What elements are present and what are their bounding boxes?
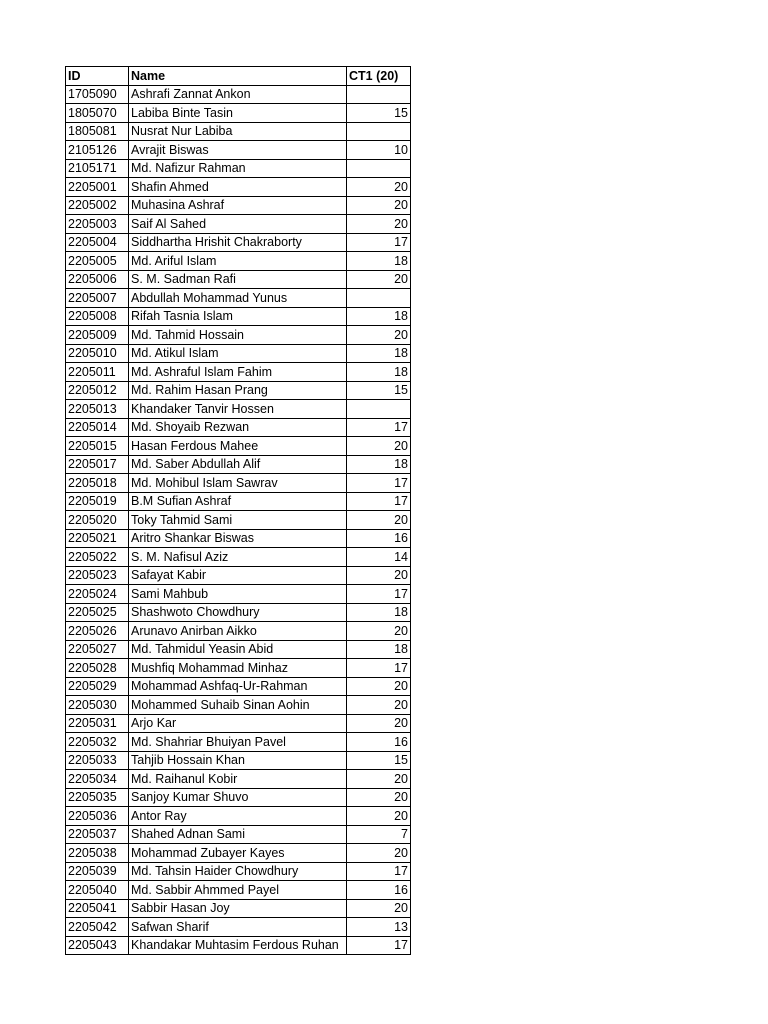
table-row — [66, 696, 411, 715]
ct1-score-cell: 7 — [347, 825, 411, 844]
table-row — [66, 511, 411, 530]
student-id-cell: 2205034 — [66, 770, 129, 789]
student-id-cell: 2205031 — [66, 714, 129, 733]
student-id-cell: 2205041 — [66, 899, 129, 918]
student-id-cell: 1805081 — [66, 122, 129, 141]
student-name-cell: Shashwoto Chowdhury — [129, 603, 347, 622]
ct1-score-cell: 20 — [347, 196, 411, 215]
table-row — [66, 363, 411, 382]
student-name-cell: Md. Mohibul Islam Sawrav — [129, 474, 347, 493]
ct1-score-cell: 17 — [347, 418, 411, 437]
ct1-score-cell: 16 — [347, 529, 411, 548]
score-column-header: CT1 (20) — [347, 67, 411, 86]
ct1-score-cell: 18 — [347, 363, 411, 382]
student-id-cell: 2205013 — [66, 400, 129, 419]
student-id-cell: 2205002 — [66, 196, 129, 215]
table-row — [66, 492, 411, 511]
student-id-cell: 1805070 — [66, 104, 129, 123]
student-name-cell: B.M Sufian Ashraf — [129, 492, 347, 511]
table-row — [66, 862, 411, 881]
student-name-cell: Sanjoy Kumar Shuvo — [129, 788, 347, 807]
table-row — [66, 899, 411, 918]
ct1-score-cell: 17 — [347, 492, 411, 511]
student-name-cell: Md. Tahsin Haider Chowdhury — [129, 862, 347, 881]
student-name-cell: Md. Rahim Hasan Prang — [129, 381, 347, 400]
header-row — [66, 67, 411, 86]
student-name-cell: Labiba Binte Tasin — [129, 104, 347, 123]
student-name-cell: Khandakar Muhtasim Ferdous Ruhan — [129, 936, 347, 955]
student-id-cell: 2205011 — [66, 363, 129, 382]
table-row — [66, 566, 411, 585]
student-name-cell: Md. Shoyaib Rezwan — [129, 418, 347, 437]
table-row — [66, 677, 411, 696]
table-row — [66, 936, 411, 955]
student-id-cell: 2205010 — [66, 344, 129, 363]
student-name-cell: Muhasina Ashraf — [129, 196, 347, 215]
student-name-cell: Aritro Shankar Biswas — [129, 529, 347, 548]
ct1-score-cell: 20 — [347, 215, 411, 234]
ct1-score-cell: 15 — [347, 751, 411, 770]
student-name-cell: Mohammed Suhaib Sinan Aohin — [129, 696, 347, 715]
student-name-cell: Md. Saber Abdullah Alif — [129, 455, 347, 474]
ct1-score-cell: 20 — [347, 437, 411, 456]
student-id-cell: 2205027 — [66, 640, 129, 659]
student-id-cell: 2205039 — [66, 862, 129, 881]
student-name-cell: Md. Ariful Islam — [129, 252, 347, 271]
ct1-score-cell: 10 — [347, 141, 411, 160]
ct1-score-cell: 20 — [347, 844, 411, 863]
name-column-header: Name — [129, 67, 347, 86]
table-row — [66, 844, 411, 863]
table-row — [66, 289, 411, 308]
ct1-score-cell: 20 — [347, 511, 411, 530]
ct1-score-cell: 18 — [347, 307, 411, 326]
student-name-cell: Md. Shahriar Bhuiyan Pavel — [129, 733, 347, 752]
table-row — [66, 122, 411, 141]
student-id-cell: 2205007 — [66, 289, 129, 308]
student-id-cell: 2205012 — [66, 381, 129, 400]
ct1-score-cell — [347, 122, 411, 141]
table-row — [66, 751, 411, 770]
student-id-cell: 2205008 — [66, 307, 129, 326]
student-id-cell: 2205040 — [66, 881, 129, 900]
student-name-cell: Hasan Ferdous Mahee — [129, 437, 347, 456]
marks-sheet — [65, 66, 411, 955]
table-body — [66, 85, 411, 955]
student-id-cell: 2205025 — [66, 603, 129, 622]
student-name-cell: Md. Sabbir Ahmmed Payel — [129, 881, 347, 900]
student-id-cell: 2205036 — [66, 807, 129, 826]
student-name-cell: Siddhartha Hrishit Chakraborty — [129, 233, 347, 252]
table-row — [66, 196, 411, 215]
student-name-cell: Mohammad Zubayer Kayes — [129, 844, 347, 863]
table-row — [66, 85, 411, 104]
table-row — [66, 252, 411, 271]
student-name-cell: Mushfiq Mohammad Minhaz — [129, 659, 347, 678]
student-id-cell: 2205038 — [66, 844, 129, 863]
student-id-cell: 2205015 — [66, 437, 129, 456]
student-id-cell: 1705090 — [66, 85, 129, 104]
ct1-score-cell: 16 — [347, 881, 411, 900]
ct1-score-cell: 17 — [347, 936, 411, 955]
student-name-cell: Shafin Ahmed — [129, 178, 347, 197]
table-row — [66, 622, 411, 641]
ct1-score-cell: 20 — [347, 807, 411, 826]
table-row — [66, 788, 411, 807]
table-row — [66, 733, 411, 752]
table-row — [66, 659, 411, 678]
ct1-score-cell — [347, 289, 411, 308]
ct1-score-cell: 18 — [347, 252, 411, 271]
student-name-cell: Antor Ray — [129, 807, 347, 826]
ct1-score-cell: 20 — [347, 270, 411, 289]
student-id-cell: 2105126 — [66, 141, 129, 160]
table-row — [66, 714, 411, 733]
student-name-cell: Saif Al Sahed — [129, 215, 347, 234]
student-name-cell: Md. Nafizur Rahman — [129, 159, 347, 178]
student-name-cell: S. M. Sadman Rafi — [129, 270, 347, 289]
student-id-cell: 2205017 — [66, 455, 129, 474]
student-id-cell: 2205019 — [66, 492, 129, 511]
student-name-cell: Md. Atikul Islam — [129, 344, 347, 363]
student-name-cell: Md. Raihanul Kobir — [129, 770, 347, 789]
student-id-cell: 2205018 — [66, 474, 129, 493]
table-row — [66, 770, 411, 789]
table-row — [66, 104, 411, 123]
student-name-cell: Abdullah Mohammad Yunus — [129, 289, 347, 308]
student-id-cell: 2205024 — [66, 585, 129, 604]
table-row — [66, 529, 411, 548]
student-id-cell: 2205035 — [66, 788, 129, 807]
student-id-cell: 2205020 — [66, 511, 129, 530]
ct1-score-cell: 17 — [347, 233, 411, 252]
student-name-cell: Safwan Sharif — [129, 918, 347, 937]
table-row — [66, 270, 411, 289]
ct1-score-cell: 18 — [347, 640, 411, 659]
student-name-cell: Safayat Kabir — [129, 566, 347, 585]
table-row — [66, 326, 411, 345]
student-id-cell: 2205006 — [66, 270, 129, 289]
ct1-score-cell: 17 — [347, 862, 411, 881]
student-name-cell: Mohammad Ashfaq-Ur-Rahman — [129, 677, 347, 696]
student-name-cell: Md. Tahmidul Yeasin Abid — [129, 640, 347, 659]
ct1-score-cell: 20 — [347, 788, 411, 807]
ct1-score-cell: 18 — [347, 455, 411, 474]
ct1-score-cell: 15 — [347, 381, 411, 400]
student-name-cell: S. M. Nafisul Aziz — [129, 548, 347, 567]
student-name-cell: Md. Tahmid Hossain — [129, 326, 347, 345]
table-row — [66, 474, 411, 493]
table-row — [66, 918, 411, 937]
ct1-score-cell: 20 — [347, 622, 411, 641]
marks-table — [65, 66, 411, 955]
student-id-cell: 2205001 — [66, 178, 129, 197]
student-id-cell: 2205026 — [66, 622, 129, 641]
student-name-cell: Tahjib Hossain Khan — [129, 751, 347, 770]
student-id-cell: 2205029 — [66, 677, 129, 696]
student-id-cell: 2205023 — [66, 566, 129, 585]
student-id-cell: 2205014 — [66, 418, 129, 437]
student-id-cell: 2205033 — [66, 751, 129, 770]
student-name-cell: Sabbir Hasan Joy — [129, 899, 347, 918]
student-name-cell: Sami Mahbub — [129, 585, 347, 604]
ct1-score-cell: 20 — [347, 326, 411, 345]
student-id-cell: 2105171 — [66, 159, 129, 178]
ct1-score-cell — [347, 85, 411, 104]
student-id-cell: 2205030 — [66, 696, 129, 715]
id-column-header: ID — [66, 67, 129, 86]
ct1-score-cell: 15 — [347, 104, 411, 123]
table-row — [66, 437, 411, 456]
table-row — [66, 881, 411, 900]
student-name-cell: Avrajit Biswas — [129, 141, 347, 160]
ct1-score-cell: 20 — [347, 696, 411, 715]
student-id-cell: 2205032 — [66, 733, 129, 752]
student-name-cell: Md. Ashraful Islam Fahim — [129, 363, 347, 382]
ct1-score-cell — [347, 159, 411, 178]
table-row — [66, 640, 411, 659]
student-id-cell: 2205043 — [66, 936, 129, 955]
student-id-cell: 2205037 — [66, 825, 129, 844]
table-row — [66, 585, 411, 604]
student-id-cell: 2205021 — [66, 529, 129, 548]
ct1-score-cell: 18 — [347, 344, 411, 363]
student-id-cell: 2205009 — [66, 326, 129, 345]
ct1-score-cell: 17 — [347, 585, 411, 604]
ct1-score-cell: 20 — [347, 677, 411, 696]
table-row — [66, 178, 411, 197]
ct1-score-cell: 17 — [347, 474, 411, 493]
table-row — [66, 344, 411, 363]
ct1-score-cell: 14 — [347, 548, 411, 567]
ct1-score-cell: 17 — [347, 659, 411, 678]
table-row — [66, 455, 411, 474]
student-id-cell: 2205003 — [66, 215, 129, 234]
table-row — [66, 418, 411, 437]
table-row — [66, 548, 411, 567]
ct1-score-cell: 13 — [347, 918, 411, 937]
table-row — [66, 307, 411, 326]
ct1-score-cell: 20 — [347, 770, 411, 789]
ct1-score-cell: 18 — [347, 603, 411, 622]
table-row — [66, 603, 411, 622]
ct1-score-cell: 16 — [347, 733, 411, 752]
table-row — [66, 381, 411, 400]
ct1-score-cell: 20 — [347, 178, 411, 197]
student-name-cell: Khandaker Tanvir Hossen — [129, 400, 347, 419]
table-row — [66, 400, 411, 419]
ct1-score-cell — [347, 400, 411, 419]
student-name-cell: Nusrat Nur Labiba — [129, 122, 347, 141]
table-row — [66, 159, 411, 178]
student-id-cell: 2205004 — [66, 233, 129, 252]
student-id-cell: 2205042 — [66, 918, 129, 937]
student-id-cell: 2205022 — [66, 548, 129, 567]
student-id-cell: 2205005 — [66, 252, 129, 271]
table-row — [66, 825, 411, 844]
table-row — [66, 807, 411, 826]
table-row — [66, 215, 411, 234]
student-id-cell: 2205028 — [66, 659, 129, 678]
student-name-cell: Ashrafi Zannat Ankon — [129, 85, 347, 104]
student-name-cell: Shahed Adnan Sami — [129, 825, 347, 844]
student-name-cell: Toky Tahmid Sami — [129, 511, 347, 530]
table-row — [66, 141, 411, 160]
ct1-score-cell: 20 — [347, 714, 411, 733]
table-row — [66, 233, 411, 252]
ct1-score-cell: 20 — [347, 899, 411, 918]
student-name-cell: Arunavo Anirban Aikko — [129, 622, 347, 641]
student-name-cell: Rifah Tasnia Islam — [129, 307, 347, 326]
ct1-score-cell: 20 — [347, 566, 411, 585]
student-name-cell: Arjo Kar — [129, 714, 347, 733]
